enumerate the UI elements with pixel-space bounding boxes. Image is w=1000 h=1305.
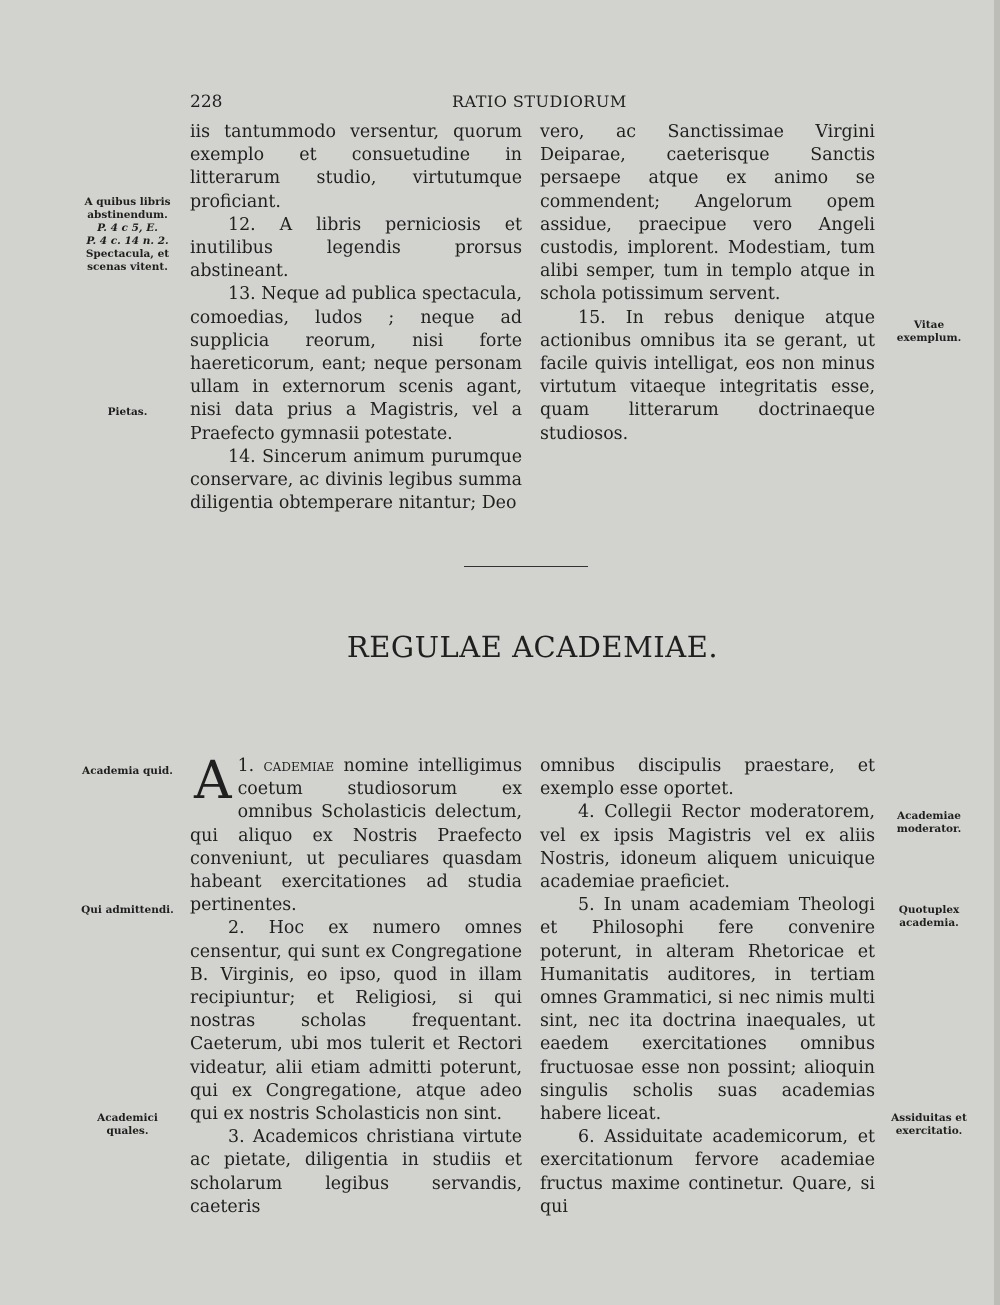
- paragraph: 15. In rebus denique atque actionibus omnibus ita se gerant, ut facile quivis intelligat, eos non minus virtutum vitaeque integritatis esse, quam litterarum doctrinaeque studiosos.: [540, 307, 875, 444]
- paragraph-number: 1.: [237, 756, 255, 776]
- paragraph-1: [190, 751, 523, 917]
- page-number: 228: [190, 92, 223, 112]
- paragraph: 4. Collegii Rector moderatorem, vel ex ipsis Magistris vel ex aliis Nostris, idoneum aliquem unicuique academiae praeficiet.: [540, 802, 875, 893]
- margin-note-qui-admittendi: Qui admittendi.: [81, 904, 174, 916]
- paragraph: 2. Hoc ex numero omnes censentur, qui sunt ex Congregatione B. Virginis, eo ipso, quod in illam recipiuntur; et Religiosi, si qui nostras scholas frequentant. Caeterum, ubi mos tulerit et Rectori videatur, alii etiam admitti poterunt, qui ex Congregatione, atque adeo qui ex nostris Scholasticis non sint.: [190, 918, 522, 1125]
- margin-note-assiduitas: Assiduitas et exercitatio.: [891, 1112, 967, 1137]
- small-caps-word: cademiae: [263, 756, 335, 776]
- paragraph: 5. In unam academiam Theologi et Philosophi fere convenire poterunt, in alteram Rhetoricae et Humanitatis auditores, in tertiam omnes Grammatici, si nec nimis multi sint, nec ita doctrina inaequales, ut eaedem exercitationes omnibus fructuosae esse non possint; alioquin singulis scholis suas academias habere liceat.: [540, 895, 875, 1125]
- paragraph: iis tantummodo versentur, quorum exemplo et consuetudine in litterarum studio, virtutumque proficiant.: [190, 122, 522, 212]
- top-left-column: [190, 121, 522, 515]
- drop-cap: A: [194, 751, 232, 811]
- margin-note-vitae-exemplum: Vitae exemplum.: [896, 319, 962, 344]
- paragraph: omnibus discipulis praestare, et exemplo esse oportet.: [540, 756, 875, 800]
- margin-note-quotuplex: Quotuplex academia.: [898, 904, 960, 929]
- section-divider: [464, 566, 588, 567]
- running-title: RATIO STUDIORUM: [452, 92, 627, 111]
- paragraph: 13. Neque ad publica spectacula, comoedias, ludos ; neque ad supplicia reorum, nisi forte haereticorum, eant; neque personam ullam in externorum scenis agant, nisi data prius a Magistris, vel a Praefecto gymnasii potestate.: [190, 284, 522, 444]
- margin-note-ref: P. 4 c. 14 n. 2.: [86, 235, 169, 247]
- paragraph: vero, ac Sanctissimae Virgini Deiparae, caeterisque Sanctis persaepe atque ex animo se commendent; Angelorum opem assidue, praecipue vero Angeli custodis, implorent. Modestiam, tum alibi semper, tum in templo atque in schola potissimum servent.: [540, 122, 875, 305]
- paragraph: 14. Sincerum animum purumque conservare, ac divinis legibus summa diligentia obtemperare nitantur; Deo: [190, 446, 522, 514]
- margin-note-moderator: Academiae moderator.: [896, 810, 962, 835]
- margin-note-academici-quales: Academici quales.: [97, 1112, 158, 1137]
- paragraph: 6. Assiduitate academicorum, et exercitationum fervore academiae fructus maxime continetur. Quare, si qui: [540, 1127, 875, 1217]
- margin-note-pietas: Pietas.: [107, 406, 148, 418]
- bottom-left-column: [190, 751, 523, 1219]
- margin-note-text: A quibus libris abstinendum.: [84, 196, 171, 221]
- margin-note-books: [80, 196, 175, 274]
- paragraph: 3. Academicos christiana virtute ac pietate, diligentia in studiis et scholarum legibus servandis, caeteris: [190, 1127, 522, 1217]
- margin-note-spectacula: Spectacula, et scenas vitent.: [85, 248, 170, 273]
- margin-note-ref: P. 4 c 5, E.: [97, 222, 158, 234]
- paragraph: 12. A libris perniciosis et inutilibus legendis prorsus abstineant.: [190, 214, 522, 282]
- section-headline: REGULAE ACADEMIAE.: [346, 630, 719, 664]
- top-right-column: [540, 121, 875, 446]
- page-edge: [994, 0, 1000, 1305]
- paragraph-text: nomine intelligimus coetum studiosorum ex omnibus Scholasticis delectum, qui aliquo ex Nostris Praefecto conveniunt, ut peculiares quasdam habeant exercitationes ad studia pertinentes.: [190, 756, 523, 916]
- bottom-right-column: [540, 755, 875, 1219]
- margin-note-academia-quid: Academia quid.: [82, 765, 173, 777]
